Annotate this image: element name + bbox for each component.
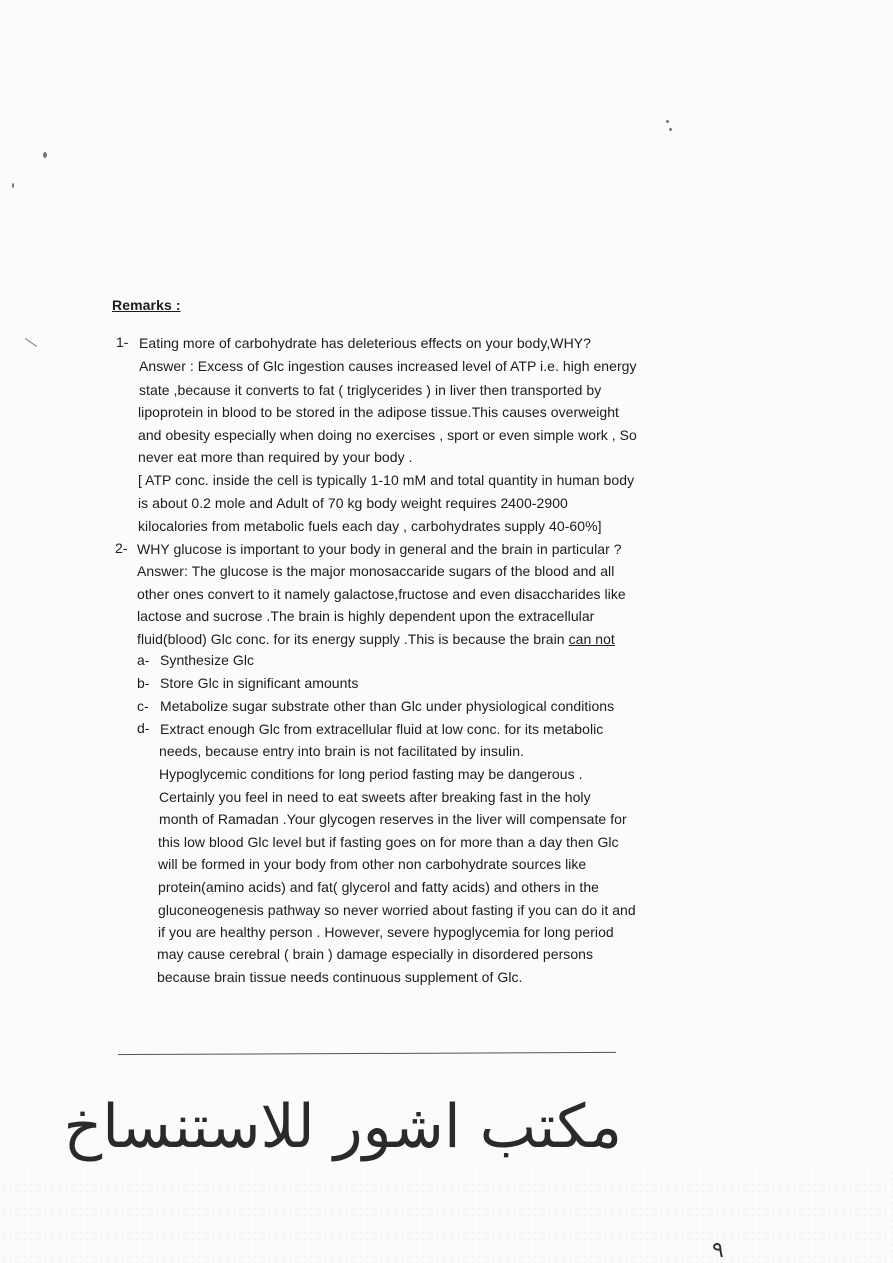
- copy-shop-stamp: مكتب اشور للاستنساخ: [63, 1092, 622, 1162]
- item2-line-5: [137, 630, 615, 648]
- subitem-d-marker: d-: [137, 720, 150, 736]
- continuation-line-4: month of Ramadan .Your glycogen reserves in the liver will compensate for: [159, 811, 627, 827]
- item2-line-4: lactose and sucrose .The brain is highly dependent upon the extracellular: [137, 608, 595, 624]
- subitem-c-text: Metabolize sugar substrate other than Glc under physiological conditions: [160, 698, 615, 714]
- item2-line-1: WHY glucose is important to your body in general and the brain in particular ?: [137, 541, 622, 557]
- continuation-line-3: Certainly you feel in need to eat sweets after breaking fast in the holy: [159, 789, 591, 805]
- item1-line-7: [ ATP conc. inside the cell is typically 1-10 mM and total quantity in human body: [138, 472, 635, 488]
- item1-line-4: lipoprotein in blood to be stored in the adipose tissue.This causes overweight: [138, 404, 619, 420]
- continuation-line-10: may cause cerebral ( brain ) damage especially in disordered persons: [157, 946, 594, 962]
- item1-line-2: Answer : Excess of Glc ingestion causes increased level of ATP i.e. high energy: [139, 358, 637, 374]
- continuation-line-2: Hypoglycemic conditions for long period fasting may be dangerous .: [159, 766, 583, 782]
- scan-speck: [666, 120, 669, 123]
- subitem-c-marker: c-: [137, 698, 149, 714]
- scan-speck: [25, 338, 37, 347]
- continuation-line-9: if you are healthy person . However, severe hypoglycemia for long period: [158, 924, 614, 940]
- scan-speck: [43, 152, 47, 158]
- item1-line-8: is about 0.2 mole and Adult of 70 kg body weight requires 2400-2900: [138, 495, 568, 511]
- continuation-line-5: this low blood Glc level but if fasting goes on for more than a day then Glc: [158, 834, 619, 850]
- subitem-b-text: Store Glc in significant amounts: [160, 675, 359, 691]
- item1-line-9: kilocalories from metabolic fuels each day , carbohydrates supply 40-60%]: [138, 518, 602, 534]
- subitem-d-text: Extract enough Glc from extracellular fluid at low conc. for its metabolic: [160, 721, 604, 737]
- item2-line-3: other ones convert to it namely galactose,fructose and even disaccharides like: [137, 586, 626, 602]
- item1-marker: 1-: [116, 334, 129, 350]
- remarks-heading: Remarks :: [112, 297, 181, 313]
- subitem-a-text: Synthesize Glc: [160, 652, 255, 668]
- handwritten-corner-mark: ٩: [712, 1238, 724, 1263]
- continuation-line-6: will be formed in your body from other non carbohydrate sources like: [158, 856, 587, 872]
- continuation-line-7: protein(amino acids) and fat( glycerol and fatty acids) and others in the: [158, 879, 599, 895]
- item1-line-5: and obesity especially when doing no exercises , sport or even simple work , So: [138, 427, 637, 443]
- scan-speck: [669, 128, 672, 131]
- scan-speck: [12, 183, 14, 188]
- continuation-line-8: gluconeogenesis pathway so never worried about fasting if you can do it and: [158, 902, 636, 918]
- underlined-can-not: can not: [568, 631, 615, 647]
- item1-line-6: never eat more than required by your body .: [138, 449, 413, 465]
- item2-line-2: Answer: The glucose is the major monosaccaride sugars of the blood and all: [137, 563, 615, 579]
- scan-noise: [0, 1170, 893, 1263]
- continuation-line-1: needs, because entry into brain is not facilitated by insulin.: [159, 743, 524, 759]
- item2-line-5-text: fluid(blood) Glc conc. for its energy supply .This is because the brain: [137, 631, 569, 647]
- footer-divider: [118, 1052, 616, 1055]
- continuation-line-11: because brain tissue needs continuous supplement of Glc.: [157, 969, 523, 985]
- item2-marker: 2-: [115, 540, 128, 556]
- subitem-a-marker: a-: [137, 652, 150, 668]
- item1-line-1: Eating more of carbohydrate has deleterious effects on your body,WHY?: [139, 335, 591, 351]
- item1-line-3: state ,because it converts to fat ( triglycerides ) in liver then transported by: [139, 382, 602, 398]
- subitem-b-marker: b-: [137, 675, 150, 691]
